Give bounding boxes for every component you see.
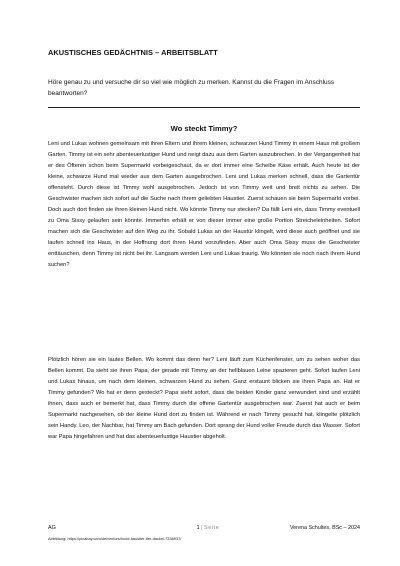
story-paragraph-2: Plötzlich hören sie ein lautes Bellen. Wo kommt das denn her? Leni läuft zum Küchenfenster, um zu sehen woher das Bellen kommt. Da sieht sie ihren Papa, der gerade mit Timmy an der hellblauen Leine spazieren geht. Sofort laufen Leni und Lukas hinaus, um nach dem kleinen, schwarzen Hund zu sehen. Ganz erstaunt blicken sie ihren Papa an. Hat er Timmy gefunden? Wo hat er denn gesteckt? Papa sieht sofort, dass die beiden Kinder ganz verwundert sind und erzählt ihnen, dass auch er bemerkt hat, dass Timmy durch die offene Gartentür ausgebrochen war. Zuerst hat auch er beim Supermarkt nachgesehen, ob der kleine Hund dort zu finden ist. Während er nach Timmy gesucht hat, klingelte plötzlich sein Handy. Leo, der Nachbar, hat Timmy am Bach gefunden. Dort sprang der Hund voller Freude durch das Wasser. Sofort war Papa hingefahren und hat das abenteuerlustige Haustier abgeholt. (48, 357, 360, 440)
image-credit: Abbildung: https://pixabay.com/de/vectors/hund-haustier-tier-dackel-7336937/ (48, 536, 182, 541)
story-paragraph-1: Leni und Lukas wohnen gemeinsam mit ihren Eltern und ihrem kleinen, schwarzen Hund Timmy in einem Haus mit großem Garten. Timmy ist ein sehr abenteuerlustiger Hund und neigt dazu aus dem Garten auszubrechen. In der Vergangenheit hat er des Öfteren schon beim Supermarkt vorbeigeschaut, da er dort immer eine Scheibe Käse erhält. Auch heute ist der kleine, schwarze Hund mal wieder aus dem Garten ausgebrochen. Leni und Lukas merken schnell, dass die Gartentür offensteht. Durch diese ist Timmy wohl ausgebrochen. Jedoch ist von Timmy weit und breit nichts zu sehen. Die Geschwister machen sich sofort auf die Suche nach ihrem geliebten Haustier. Zuerst schauen sie beim Supermarkt vorbei. Doch auch dort finden sie ihren kleinen Hund nicht. Wo könnte Timmy nur stecken? Da fällt Leni ein, dass Timmy eventuell zu Oma Sissy gelaufen sein könnte. Immerhin erhält er von dieser immer eine große Portion Streicheleinheiten. Sofort machen sich die Geschwister auf den Weg zu ihr. Sobald Lukas an der Haustür klingelt, wird diese auch geöffnet und sie laufen schnell ins Haus, in der Hoffnung dort ihren Hund vorzufinden. Aber auch Oma Sissy muss die Geschwister enttäuschen, denn Timmy ist nicht bei ihr. Langsam werden Leni und Lukas traurig. Wo könnten sie noch nach ihrem Hund suchen? (48, 141, 360, 268)
page-word: Seite (204, 525, 220, 531)
worksheet-title: AKUSTISCHES GEDÄCHTNIS – ARBEITSBLATT (48, 48, 218, 57)
divider-line (48, 107, 360, 108)
story-title: Wo steckt Timmy? (170, 124, 238, 133)
page-separator: | (201, 525, 203, 531)
footer-author: Verena Schultes, BSc – 2024 (289, 525, 360, 531)
page-number: 1 (196, 525, 200, 531)
footer-page-indicator (188, 525, 228, 531)
footer-initials: AG (48, 525, 56, 531)
instructions-text: Höre genau zu und versuche dir so viel wie möglich zu merken. Kannst du die Fragen im Anschluss beantworten? (48, 79, 335, 97)
